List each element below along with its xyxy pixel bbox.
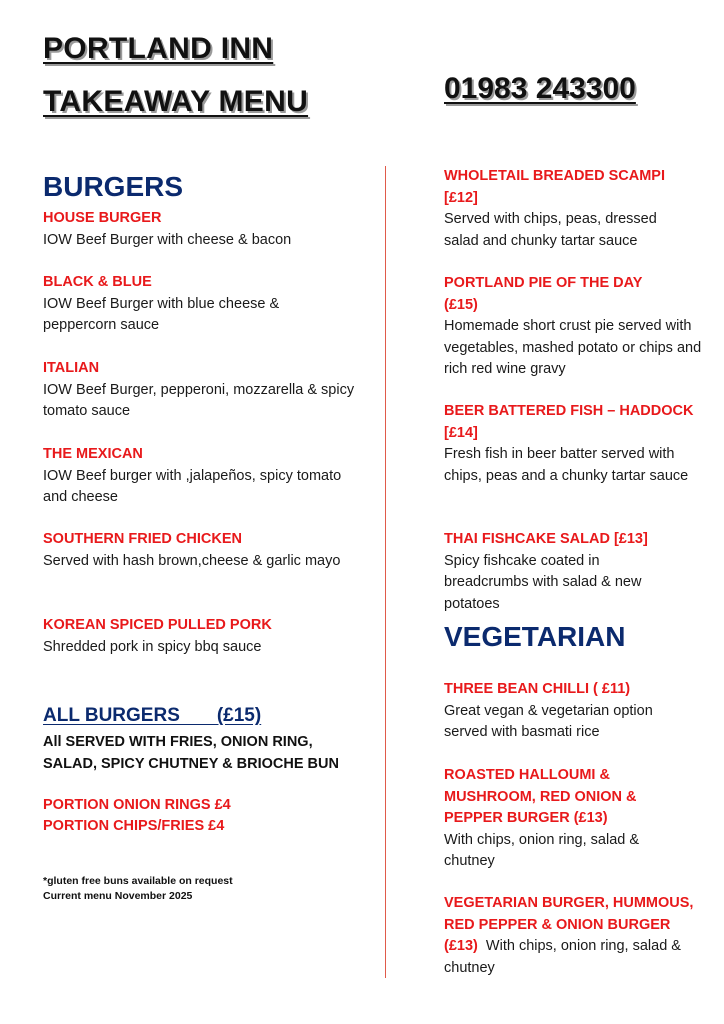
menu-item (43, 615, 373, 658)
item-desc: Spicy fishcake coated in breadcrumbs with salad & new potatoes (444, 552, 642, 612)
all-burgers-price: ALL BURGERS (£15) (43, 705, 262, 726)
item-title: KOREAN SPICED PULLED PORK (43, 617, 272, 633)
menu-item (444, 401, 714, 487)
menu-item (444, 679, 689, 744)
gluten-note: *gluten free buns available on request (43, 875, 233, 887)
title-line-1: PORTLAND INN (43, 32, 274, 65)
menu-date-note: Current menu November 2025 (43, 890, 193, 902)
portion-chips: PORTION CHIPS/FRIES £4 (43, 818, 225, 834)
menu-item (43, 358, 363, 423)
item-title: ITALIAN (43, 360, 100, 376)
burgers-heading: BURGERS (43, 171, 184, 202)
item-title: PORTLAND PIE OF THE DAY (£15) (444, 275, 643, 313)
item-desc: IOW Beef burger with ,jalapeños, spicy tomato and cheese (43, 467, 342, 505)
all-burgers-desc: All SERVED WITH FRIES, ONION RING, SALAD, SPICY CHUTNEY & BRIOCHE BUN (43, 734, 339, 772)
item-desc: Fresh fish in beer batter served with chips, peas and a chunky tartar sauce (444, 446, 689, 484)
vegetarian-heading: VEGETARIAN (444, 621, 626, 652)
menu-item (43, 444, 343, 509)
item-desc: Served with chips, peas, dressed salad and chunky tartar sauce (444, 211, 657, 249)
item-desc: IOW Beef Burger with cheese & bacon (43, 231, 292, 248)
item-title: VEGETARIAN BURGER, HUMMOUS, RED PEPPER & ONION BURGER (£13) (444, 895, 694, 954)
menu-item (444, 893, 709, 979)
item-desc: Homemade short crust pie served with vegetables, mashed potato or chips and rich red wine gravy (444, 318, 702, 377)
item-title: HOUSE BURGER (43, 210, 162, 226)
item-body (444, 893, 709, 979)
item-title: THREE BEAN CHILLI ( £11) (444, 681, 631, 697)
title-line-2: TAKEAWAY MENU (43, 85, 309, 118)
item-desc: Served with hash brown,cheese & garlic mayo (43, 552, 341, 569)
item-desc: With chips, onion ring, salad & chutney (444, 831, 640, 869)
portion-onion-rings: PORTION ONION RINGS £4 (43, 797, 231, 813)
item-title: BEER BATTERED FISH – HADDOCK [£14] (444, 403, 694, 441)
column-divider (385, 166, 386, 978)
item-title: SOUTHERN FRIED CHICKEN (43, 531, 242, 547)
item-desc: Shredded pork in spicy bbq sauce (43, 638, 262, 655)
menu-item (444, 273, 702, 381)
menu-item (43, 272, 333, 337)
menu-item (444, 765, 659, 873)
item-desc: IOW Beef Burger with blue cheese & peppercorn sauce (43, 295, 280, 333)
menu-item (43, 208, 373, 251)
menu-item (43, 529, 343, 572)
menu-item (444, 166, 694, 252)
item-title: THAI FISHCAKE SALAD [£13] (444, 531, 648, 547)
phone-number: 01983 243300 (444, 72, 636, 105)
item-desc: Great vegan & vegetarian option served with basmati rice (444, 702, 653, 740)
item-desc: With chips, onion ring, salad & chutney (444, 938, 681, 976)
item-title: THE MEXICAN (43, 446, 143, 462)
item-title: WHOLETAIL BREADED SCAMPI [£12] (444, 168, 665, 206)
menu-item (444, 529, 674, 615)
item-title: ROASTED HALLOUMI & MUSHROOM, RED ONION & PEPPER BURGER (£13) (444, 767, 637, 826)
item-desc: IOW Beef Burger, pepperoni, mozzarella & spicy tomato sauce (43, 381, 355, 419)
item-title: BLACK & BLUE (43, 274, 152, 290)
